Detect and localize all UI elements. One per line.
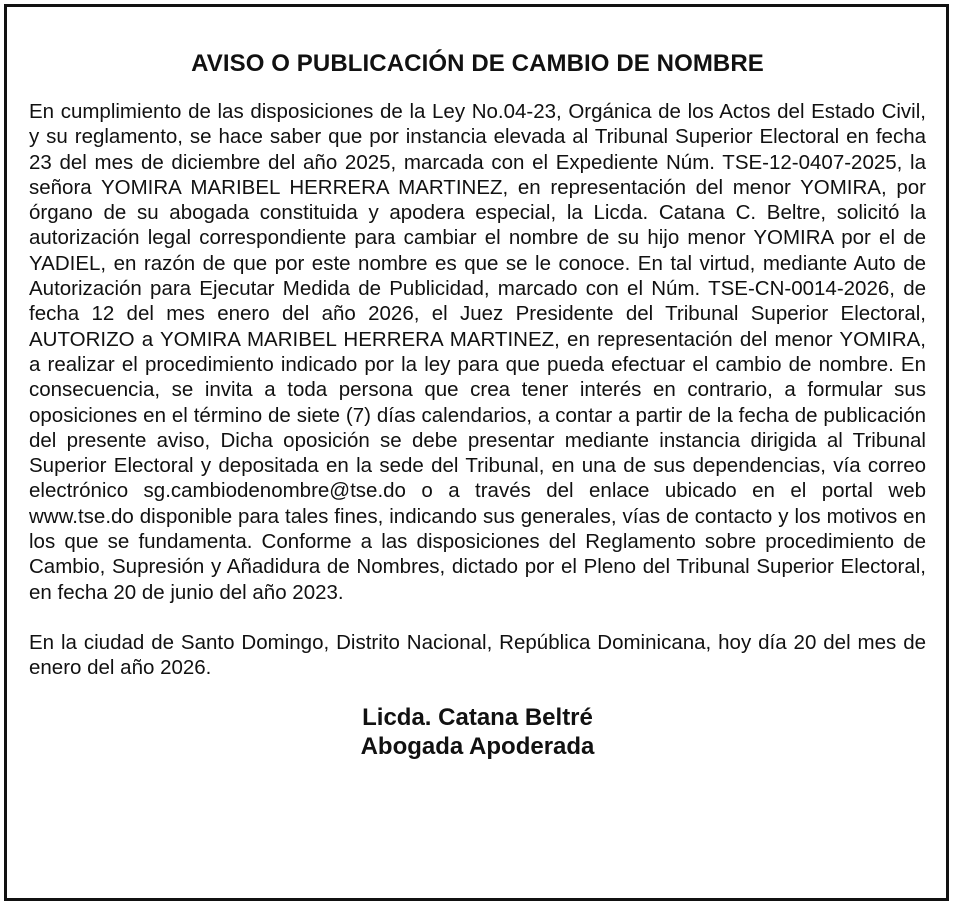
signature-block (29, 703, 926, 761)
signature-role: Abogada Apoderada (360, 732, 595, 760)
notice-frame (4, 4, 949, 901)
signature-name: Licda. Catana Beltré (362, 703, 593, 731)
notice-title: AVISO O PUBLICACIÓN DE CAMBIO DE NOMBRE (191, 50, 764, 77)
notice-closing-paragraph: En la ciudad de Santo Domingo, Distrito Nacional, República Dominicana, hoy día 20 del mes de enero del año 2026. (29, 630, 926, 680)
notice-body-paragraph: En cumplimiento de las disposiciones de la Ley No.04-23, Orgánica de los Actos del Estado Civil, y su reglamento, se hace saber que por instancia elevada al Tribunal Superior Electoral en fecha 23 del mes de diciembre del año 2025, marcada con el Expediente Núm. TSE-12-0407-2025, la señora YOMIRA MARIBEL HERRERA MARTINEZ, en representación del menor YOMIRA, por órgano de su abogada constituida y apodera especial, la Licda. Catana C. Beltre, solicitó la autorización legal correspondiente para cambiar el nombre de su hijo menor YOMIRA por el de YADIEL, en razón de que por este nombre es que se le conoce. En tal virtud, mediante Auto de Autorización para Ejecutar Medida de Publicidad, marcado con el Núm. TSE-CN-0014-2026, de fecha 12 del mes enero del año 2026, el Juez Presidente del Tribunal Superior Electoral, AUTORIZO a YOMIRA MARIBEL HERRERA MARTINEZ, en representación del menor YOMIRA, a realizar el procedimiento indicado por la ley para que pueda efectuar el cambio de nombre. En consecuencia, se invita a toda persona que crea tener interés en contrario, a formular sus oposiciones en el término de siete (7) días calendarios, a contar a partir de la fecha de publicación del presente aviso, Dicha oposición se debe presentar mediante instancia dirigida al Tribunal Superior Electoral y depositada en la sede del Tribunal, en una de sus dependencias, vía correo electrónico sg.cambiodenombre@tse.do o a través del enlace ubicado en el portal web www.tse.do disponible para tales fines, indicando sus generales, vías de contacto y los motivos en los que se fundamenta. Conforme a las disposiciones del Reglamento sobre procedimiento de Cambio, Supresión y Añadidura de Nombres, dictado por el Pleno del Tribunal Superior Electoral, en fecha 20 de junio del año 2023. (29, 100, 926, 604)
notice-content (29, 49, 926, 761)
